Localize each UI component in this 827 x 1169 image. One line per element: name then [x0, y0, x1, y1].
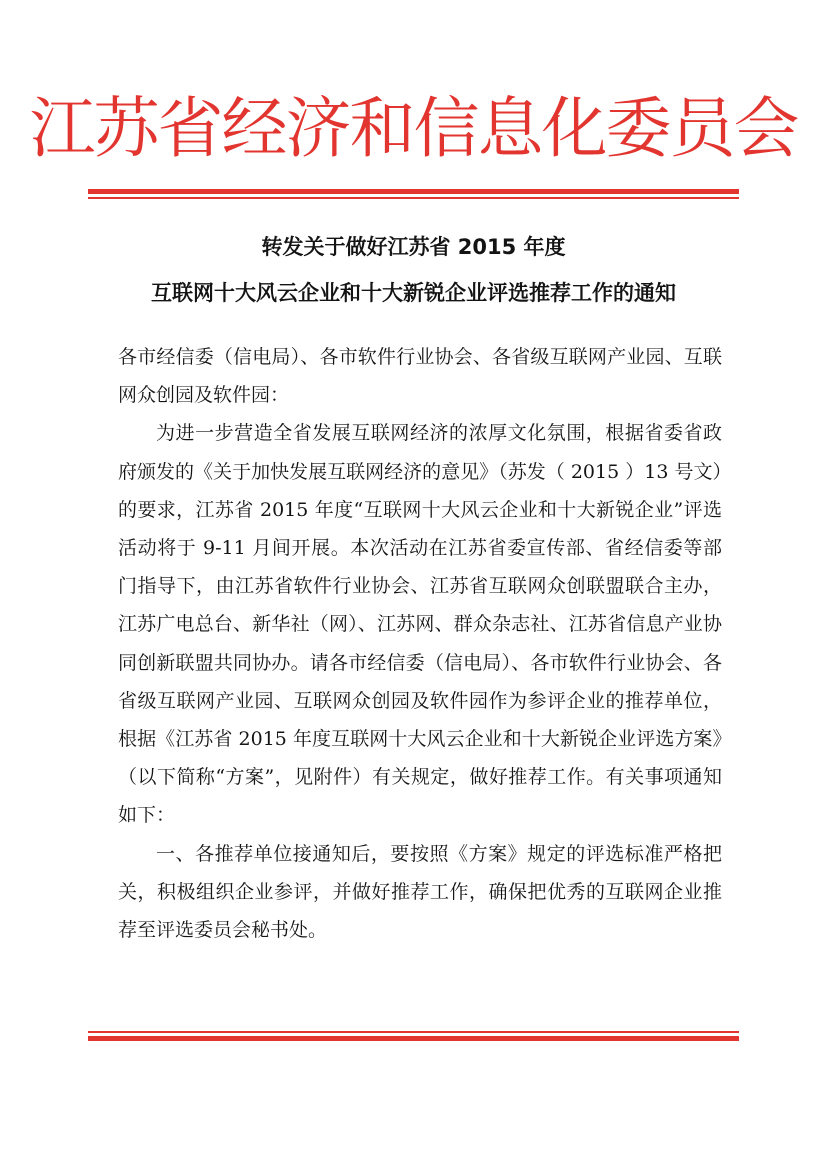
addressee: 各市经信委（信电局）、各市软件行业协会、各省级互联网产业园、互联网众创园及软件园：	[118, 346, 722, 407]
document-title-line-2: 互联网十大风云企业和十大新锐企业评选推荐工作的通知	[151, 281, 676, 305]
document-title-line-1: 转发关于做好江苏省 2015 年度	[261, 235, 566, 259]
footer-rule-thick	[88, 1036, 739, 1041]
letterhead-org-name: 江苏省经济和信息化委员会	[29, 90, 798, 167]
letterhead-rule-thin	[88, 197, 739, 199]
footer-rule-thin	[88, 1031, 739, 1033]
body-paragraph-1: 为进一步营造全省发展互联网经济的浓厚文化氛围，根据省委省政府颁发的《关于加快发展互联网经济的意见》（苏发（ 2015 ）13 号文）的要求，江苏省 2015 年度“互联网十大风云企业和十大新锐企业”评选活动将于 9-11 月间开展。本次活动在江苏省委宣传部、省经信委等部门指导下，由江苏省软件行业协会、江苏省互联网众创联盟联合主办，江苏广电总台、新华社（网）、江苏网、群众杂志社、江苏省信息产业协同创新联盟共同协办。请各市经信委（信电局）、各市软件行业协会、各省级互联网产业园、互联网众创园及软件园作为参评企业的推荐单位，根据《江苏省 2015 年度互联网十大风云企业和十大新锐企业评选方案》（以下简称“方案”，见附件）有关规定，做好推荐工作。有关事项通知如下：	[118, 422, 722, 827]
letterhead-rule-thick	[88, 189, 739, 194]
body-paragraph-2: 一、各推荐单位接通知后，要按照《方案》规定的评选标准严格把关，积极组织企业参评，并做好推荐工作，确保把优秀的互联网企业推荐至评选委员会秘书处。	[118, 842, 722, 942]
document-body	[118, 338, 722, 949]
